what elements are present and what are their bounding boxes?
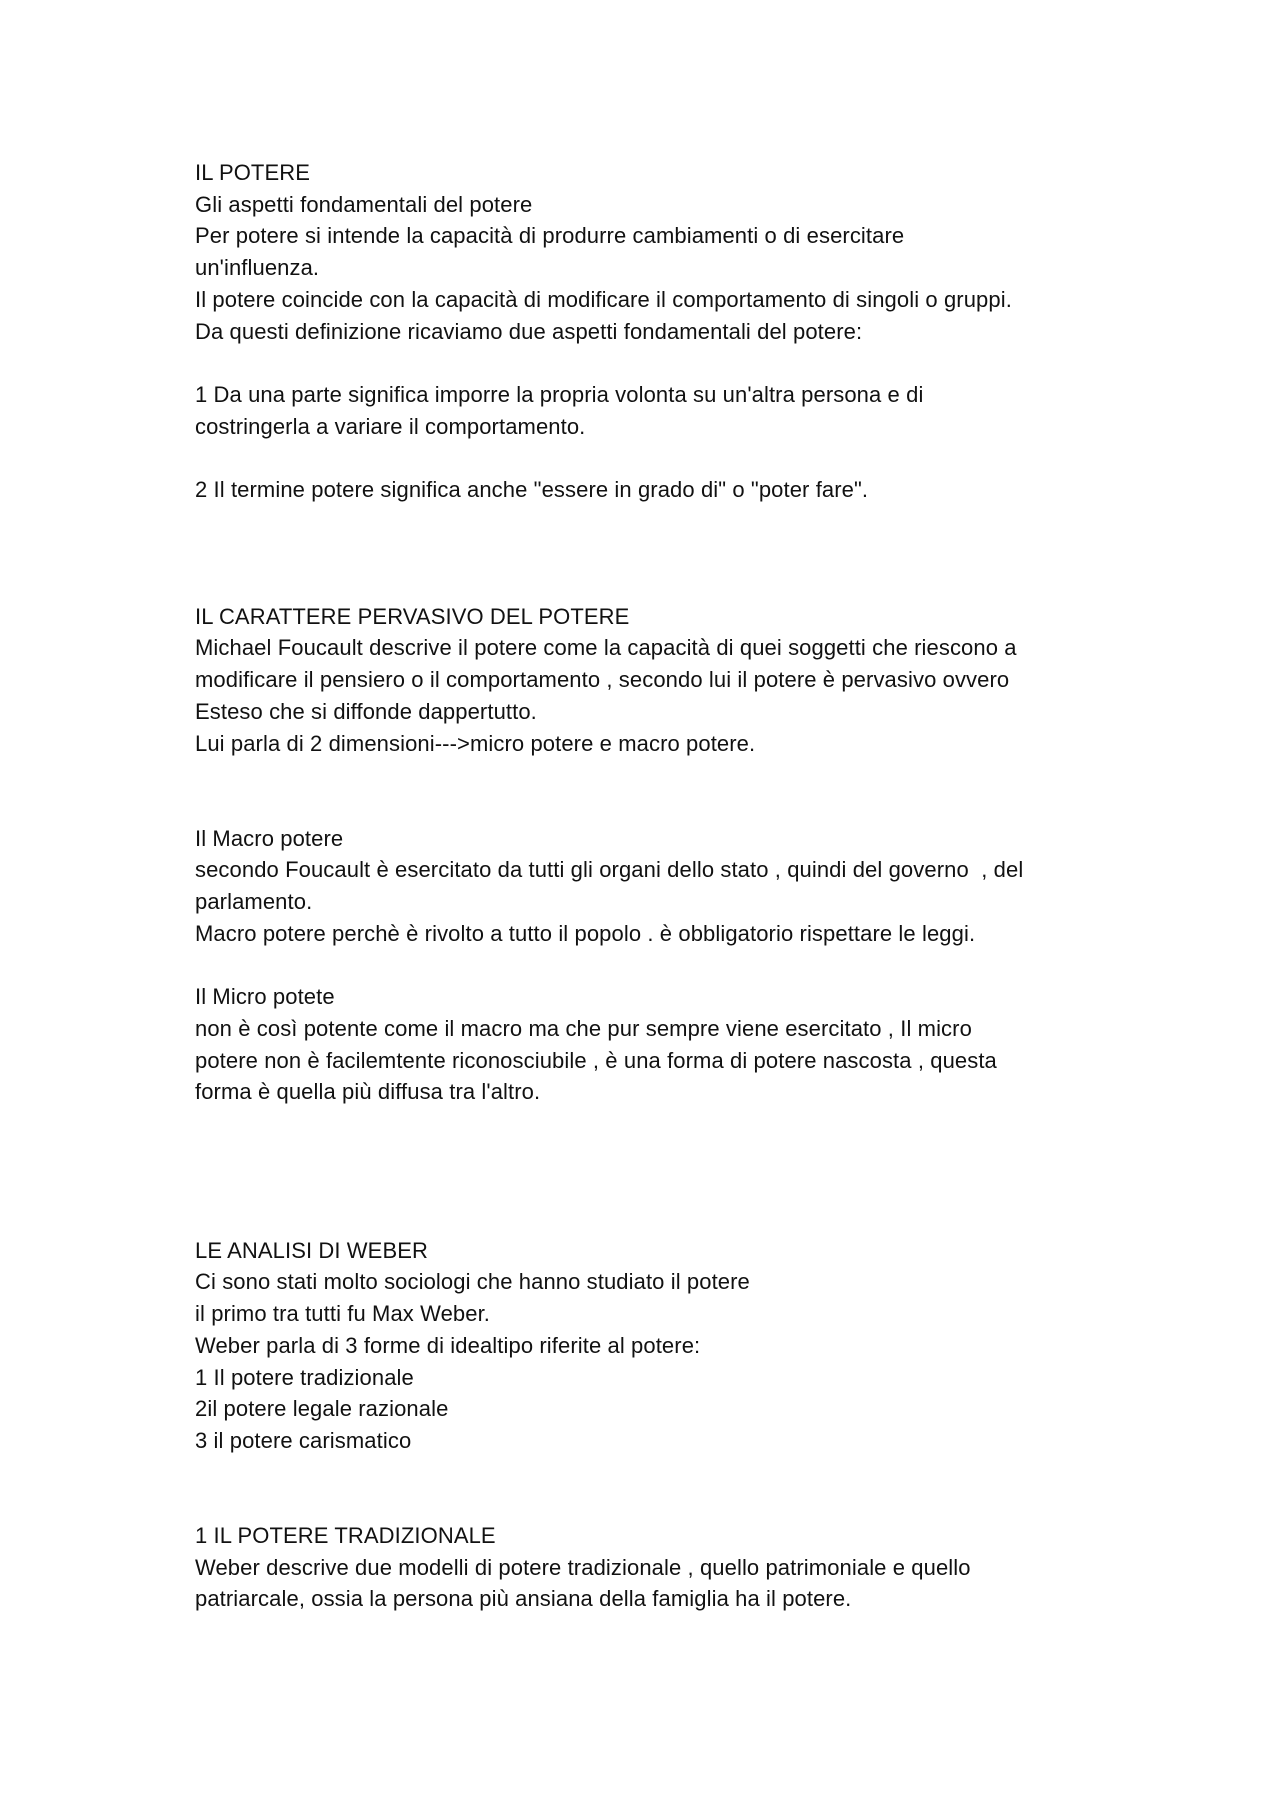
section-title-il-potere: IL POTERE [195,160,311,185]
text-line: Per potere si intende la capacità di produrre cambiamenti o di esercitare [195,223,905,249]
text-line: 1 Da una parte significa imporre la propria volonta su un'altra persona e di [195,381,924,407]
blank-line [195,1108,1125,1140]
text-line: costringerla a variare il comportamento. [195,413,586,439]
blank-line [195,537,1125,569]
blank-line [195,506,1125,538]
text-line: Weber descrive due modelli di potere tradizionale , quello patrimoniale e quello [195,1554,971,1580]
blank-line [195,1203,1125,1235]
text-line: Gli aspetti fondamentali del potere [195,191,533,217]
text-line: non è così potente come il macro ma che pur sempre viene esercitato , Il micro [195,1015,972,1041]
text-line: 2 Il termine potere significa anche "essere in grado di" o "poter fare". [195,477,869,502]
blank-line [195,1457,1125,1489]
list-item: 2il potere legale razionale [195,1396,449,1422]
subsection-title-macro-potere: Il Macro potere [195,825,344,851]
text-line: un'influenza. [195,255,320,281]
text-line: Da questi definizione ricaviamo due aspetti fondamentali del potere: [195,318,863,344]
blank-line [195,442,1125,474]
blank-line [195,1488,1125,1520]
text-line: potere non è facilemtente riconosciubile , è una forma di potere nascosta , questa [195,1047,997,1073]
text-line: modificare il pensiero o il comportamento , secondo lui il potere è pervasivo ovvero [195,667,1010,693]
text-line: Weber parla di 3 forme di idealtipo riferite al potere: [195,1332,701,1358]
text-line: Macro potere perchè è rivolto a tutto il popolo . è obbligatorio rispettare le leggi. [195,920,976,946]
text-line: Lui parla di 2 dimensioni--->micro potere e macro potere. [195,730,756,756]
blank-line [195,759,1125,791]
text-line: patriarcale, ossia la persona più ansiana della famiglia ha il potere. [195,1586,852,1612]
text-line: Ci sono stati molto sociologi che hanno studiato il potere [195,1269,750,1295]
blank-line [195,1140,1125,1172]
blank-line [195,949,1125,981]
section-title-potere-tradizionale: 1 IL POTERE TRADIZIONALE [195,1523,496,1549]
text-line: il primo tra tutti fu Max Weber. [195,1301,491,1327]
text-line: Esteso che si diffonde dappertutto. [195,698,537,724]
blank-line [195,347,1125,379]
list-item: 1 Il potere tradizionale [195,1364,414,1390]
text-line: forma è quella più diffusa tra l'altro. [195,1079,541,1105]
text-line: parlamento. [195,889,313,915]
blank-line [195,791,1125,823]
text-line: Il potere coincide con la capacità di modificare il comportamento di singoli o gruppi. [195,286,1012,312]
section-title-analisi-weber: LE ANALISI DI WEBER [195,1237,428,1263]
text-line: secondo Foucault è esercitato da tutti gli organi dello stato , quindi del governo , del [195,857,1024,883]
section-title-carattere-pervasivo: IL CARATTERE PERVASIVO DEL POTERE [195,603,630,629]
blank-line [195,1171,1125,1203]
list-item: 3 il potere carismatico [195,1427,412,1453]
text-line: Michael Foucault descrive il potere come la capacità di quei soggetti che riescono a [195,635,1017,661]
subsection-title-micro-potete: Il Micro potete [195,984,335,1010]
document-text [195,157,1125,1615]
blank-line [195,569,1125,601]
